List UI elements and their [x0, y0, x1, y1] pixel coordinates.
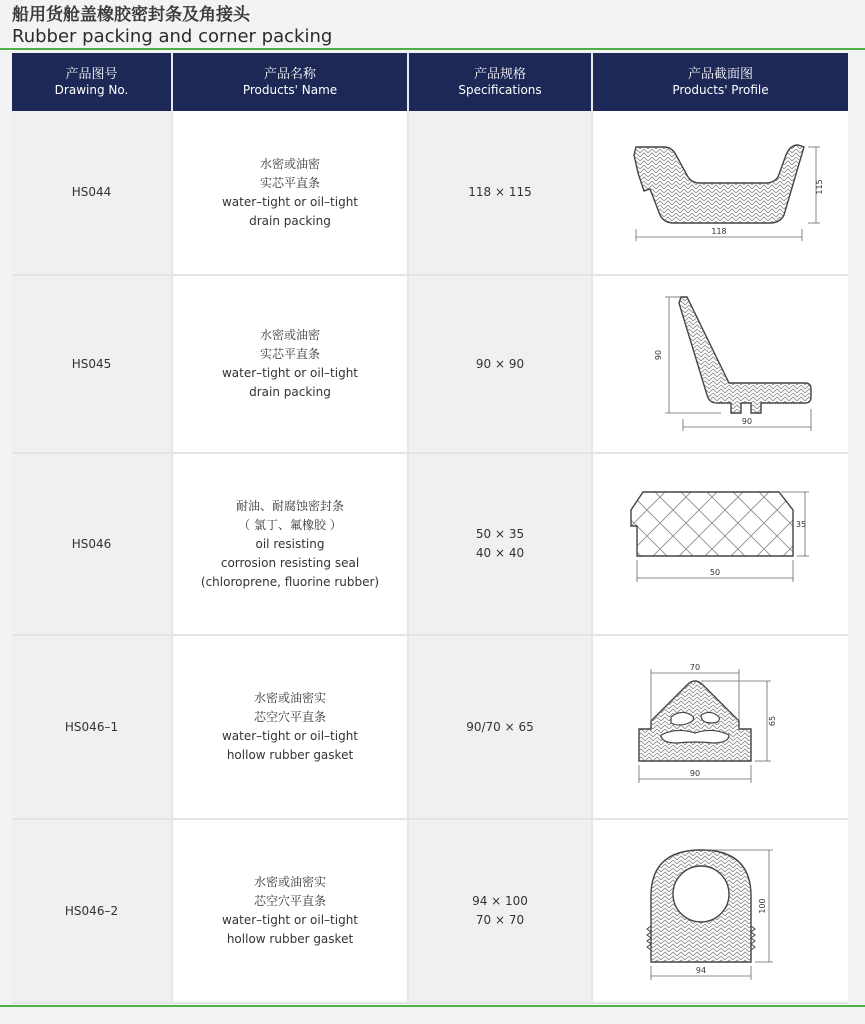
spec-line: 40 × 40	[475, 546, 525, 560]
chamfered-block-profile-icon	[621, 484, 821, 604]
dim-label: 35	[795, 520, 806, 529]
dim-label: 94	[695, 966, 706, 975]
table-row	[12, 275, 848, 453]
table-header-row	[12, 53, 848, 111]
dim-label: 118	[710, 226, 727, 236]
name-line: hollow rubber gasket	[226, 932, 354, 946]
name-line: oil resisting	[255, 536, 325, 551]
spec-line: 90/70 × 65	[466, 719, 534, 734]
footer-divider	[0, 1005, 865, 1007]
name-line: water–tight or oil–tight	[221, 729, 359, 743]
dim-label: 90	[741, 417, 752, 426]
page-title-cn: 船用货舱盖橡胶密封条及角接头	[12, 5, 250, 25]
product-profile	[592, 819, 848, 1003]
specification	[408, 635, 592, 819]
product-name	[172, 111, 408, 275]
page-header	[12, 4, 332, 48]
specification	[408, 275, 592, 453]
name-line: 实芯平直条	[259, 175, 320, 190]
drawing-no: HS046	[12, 453, 172, 635]
name-line: water–tight or oil–tight	[221, 913, 359, 927]
drawing-no: HS044	[12, 111, 172, 275]
product-profile	[592, 275, 848, 453]
col-header-cn: 产品截面图	[687, 67, 753, 82]
product-name	[172, 275, 408, 453]
col-header-en: Specifications	[458, 83, 542, 97]
spec-line: 50 × 35	[475, 527, 525, 541]
name-line: 实芯平直条	[259, 347, 320, 361]
name-line: corrosion resisting seal	[220, 555, 360, 570]
angle-profile-icon	[621, 289, 821, 439]
spec-line: 118 × 115	[468, 185, 532, 199]
dim-label: 90	[653, 349, 663, 361]
product-spec-table	[12, 53, 848, 1004]
name-line: 水密或油密	[259, 156, 320, 171]
dim-label: 115	[814, 178, 824, 195]
col-header-profile	[592, 53, 848, 111]
dim-label: 100	[757, 898, 767, 914]
drawing-no: HS046–2	[12, 819, 172, 1003]
table-row	[12, 635, 848, 819]
col-header-cn: 产品图号	[65, 67, 118, 82]
col-header-en: Drawing No.	[54, 83, 129, 97]
page-title-en: Rubber packing and corner packing	[12, 26, 333, 47]
col-header-product-name	[172, 53, 408, 111]
product-profile	[592, 111, 848, 275]
dim-label: 50	[709, 568, 720, 577]
name-line: water–tight or oil–tight	[221, 194, 359, 209]
specification	[408, 453, 592, 635]
product-name	[172, 819, 408, 1003]
table-row	[12, 453, 848, 635]
name-line: (chloroprene, fluorine rubber)	[200, 574, 380, 589]
name-line: water–tight or oil–tight	[221, 366, 359, 380]
col-header-en: Products' Profile	[672, 83, 769, 97]
col-header-en: Products' Name	[242, 83, 338, 97]
dim-label: 65	[767, 715, 777, 727]
table-row	[12, 819, 848, 1003]
col-header-drawing-no	[12, 53, 172, 111]
specification	[408, 819, 592, 1003]
hollow-bulb-profile-icon	[621, 836, 821, 986]
spec-line: 70 × 70	[475, 913, 525, 927]
specification	[408, 111, 592, 275]
product-profile	[592, 453, 848, 635]
header-divider	[0, 48, 865, 50]
name-line: hollow rubber gasket	[226, 748, 354, 762]
name-line: 水密或油密	[259, 328, 320, 342]
product-name	[172, 635, 408, 819]
dim-label: 70	[689, 663, 700, 672]
name-line: drain packing	[249, 213, 331, 228]
product-name	[172, 453, 408, 635]
drawing-no: HS046–1	[12, 635, 172, 819]
name-line: drain packing	[249, 385, 331, 399]
table-row	[12, 111, 848, 275]
product-profile	[592, 635, 848, 819]
name-line: 水密或油密实	[253, 691, 326, 705]
name-line: （ 氯丁、氟橡胶 ）	[238, 517, 342, 532]
name-line: 耐油、耐腐蚀密封条	[235, 498, 344, 513]
hollow-triangle-profile-icon	[621, 657, 821, 797]
spec-line: 94 × 100	[472, 894, 528, 908]
col-header-cn: 产品名称	[263, 67, 316, 82]
name-line: 芯空穴平直条	[253, 894, 326, 908]
col-header-specifications	[408, 53, 592, 111]
name-line: 水密或油密实	[253, 875, 326, 889]
spec-line: 90 × 90	[475, 356, 525, 371]
drawing-no: HS045	[12, 275, 172, 453]
trough-profile-icon	[616, 133, 826, 253]
name-line: 芯空穴平直条	[253, 710, 326, 724]
col-header-cn: 产品规格	[473, 67, 526, 82]
dim-label: 90	[689, 769, 700, 778]
